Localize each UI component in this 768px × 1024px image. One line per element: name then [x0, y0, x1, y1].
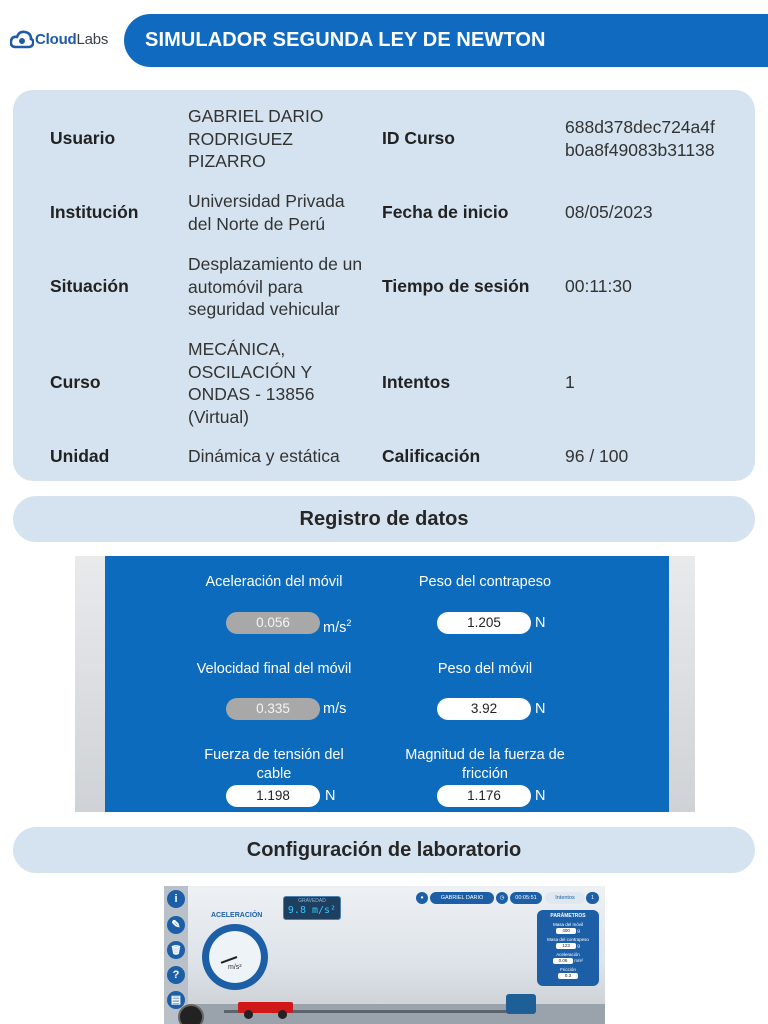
aceleracion-unit: $m/s^2$ — [323, 618, 352, 636]
friccion-field: 1.176 — [437, 785, 531, 807]
session-info-panel — [13, 90, 755, 481]
info-icon: i — [167, 890, 185, 908]
aceleracion-param-label: Aceleración — [556, 952, 580, 957]
curso-label: Curso — [50, 372, 101, 392]
fecha-inicio-label: Fecha de inicio — [382, 202, 509, 222]
situacion-value: Desplazamiento de un automóvil para seguridad vehicular — [188, 254, 363, 319]
peso-contrapeso-label: Peso del contrapeso — [418, 574, 552, 590]
intentos-label: Intentos — [382, 372, 451, 392]
lab-intentos-value: 1 — [586, 892, 599, 904]
unidad-label: Unidad — [50, 446, 110, 466]
registro-panel — [105, 556, 669, 812]
friccion-param-label: Fricción — [560, 967, 576, 972]
trash-icon: 🗑 — [167, 941, 185, 959]
cart-wheel-icon — [244, 1010, 253, 1019]
lab-aceleracion-label: ACELERACIÓN — [211, 912, 263, 919]
lab-user-name: GABRIEL DARIO — [430, 892, 494, 904]
masa-contrapeso-input: 123 — [556, 943, 576, 949]
cart-wheel-icon — [278, 1010, 287, 1019]
velocidad-field: 0.335 — [226, 698, 320, 720]
curso-value: MECÁNICA, OSCILACIÓN Y ONDAS - 13856 (Virtual) — [188, 339, 315, 427]
tension-field: 1.198 — [226, 785, 320, 807]
usuario-label: Usuario — [50, 128, 116, 148]
lab-sidebar — [164, 886, 188, 1024]
logo-text: CloudLabs — [35, 31, 109, 48]
aceleracion-field: 0.056 — [226, 612, 320, 634]
velocidad-unit: m/s — [323, 701, 347, 717]
lab-timer: 00:05:51 — [510, 892, 542, 904]
help-icon: ? — [167, 966, 185, 984]
params-title: PARÁMETROS — [550, 913, 586, 919]
calificacion-value: 96 / 100 — [565, 446, 629, 466]
configuracion-section-title: Configuración de laboratorio — [246, 839, 522, 861]
lab-configuration-screenshot — [164, 886, 605, 1024]
friccion-unit: N — [535, 788, 546, 804]
lab-intentos-label: Intentos — [545, 892, 585, 904]
masa-contrapeso-label: Masa del contrapeso — [547, 937, 589, 942]
id-curso-value: 688d378dec724a4f b0a8f49083b31138 — [565, 117, 715, 160]
peso-movil-field: 3.92 — [437, 698, 531, 720]
unidad-value: Dinámica y estática — [188, 446, 340, 466]
title-bar — [124, 14, 768, 67]
frame-edge-right — [669, 556, 695, 812]
intentos-value: 1 — [565, 372, 575, 392]
masa-movil-unit: g — [577, 928, 580, 933]
gauge-unit: m/s² — [228, 964, 242, 971]
clock-icon: ◷ — [496, 892, 508, 904]
id-curso-label: ID Curso — [382, 128, 455, 148]
masa-movil-input: 400 — [556, 928, 576, 934]
institucion-value: Universidad Privada del Norte de Perú — [188, 191, 345, 234]
tiempo-sesion-label: Tiempo de sesión — [382, 276, 530, 296]
cable-spool-icon — [178, 1004, 204, 1024]
gauge-needle — [221, 956, 238, 964]
gravity-label: GRAVEDAD — [298, 898, 326, 904]
usuario-value: GABRIEL DARIO RODRIGUEZ PIZARRO — [188, 106, 324, 171]
registro-section-header — [13, 496, 755, 542]
friccion-label: Magnitud de la fuerza de fricción — [405, 747, 565, 782]
friccion-param-input: 0.3 — [558, 973, 578, 979]
gravity-value: 9.8 m/s² — [287, 905, 337, 916]
tiempo-sesion-value: 00:11:30 — [565, 276, 632, 296]
tension-unit: N — [325, 788, 336, 804]
gravity-display — [283, 896, 341, 920]
velocidad-label: Velocidad final del móvil — [196, 661, 352, 677]
masa-movil-label: Masa del móvil — [552, 922, 583, 927]
acceleration-gauge — [202, 924, 268, 990]
aceleracion-label: Aceleración del móvil — [205, 574, 343, 590]
peso-movil-unit: N — [535, 701, 546, 717]
peso-movil-label: Peso del móvil — [437, 661, 533, 677]
document-icon: ▤ — [167, 991, 185, 1009]
cloudlabs-logo — [10, 30, 108, 49]
institucion-label: Institución — [50, 202, 139, 222]
pulley-icon — [506, 994, 536, 1014]
aceleracion-param-input: 0.06 — [553, 958, 573, 964]
fecha-inicio-value: 08/05/2023 — [565, 202, 653, 222]
configuracion-section-header — [13, 827, 755, 873]
masa-contrapeso-unit: g — [577, 943, 580, 948]
user-icon: ● — [416, 892, 428, 904]
frame-edge-left — [75, 556, 105, 812]
page-title: SIMULADOR SEGUNDA LEY DE NEWTON — [145, 29, 546, 51]
situacion-label: Situación — [50, 276, 129, 296]
pencil-icon: ✎ — [167, 916, 185, 934]
parameters-panel — [537, 910, 599, 986]
tension-label: Fuerza de tensión del cable — [204, 747, 344, 782]
cloud-logo-icon — [10, 30, 34, 49]
peso-contrapeso-field: 1.205 — [437, 612, 531, 634]
registro-section-title: Registro de datos — [299, 508, 469, 530]
calificacion-label: Calificación — [382, 446, 481, 466]
aceleracion-param-unit: m/s² — [574, 958, 583, 963]
peso-contrapeso-unit: N — [535, 615, 546, 631]
